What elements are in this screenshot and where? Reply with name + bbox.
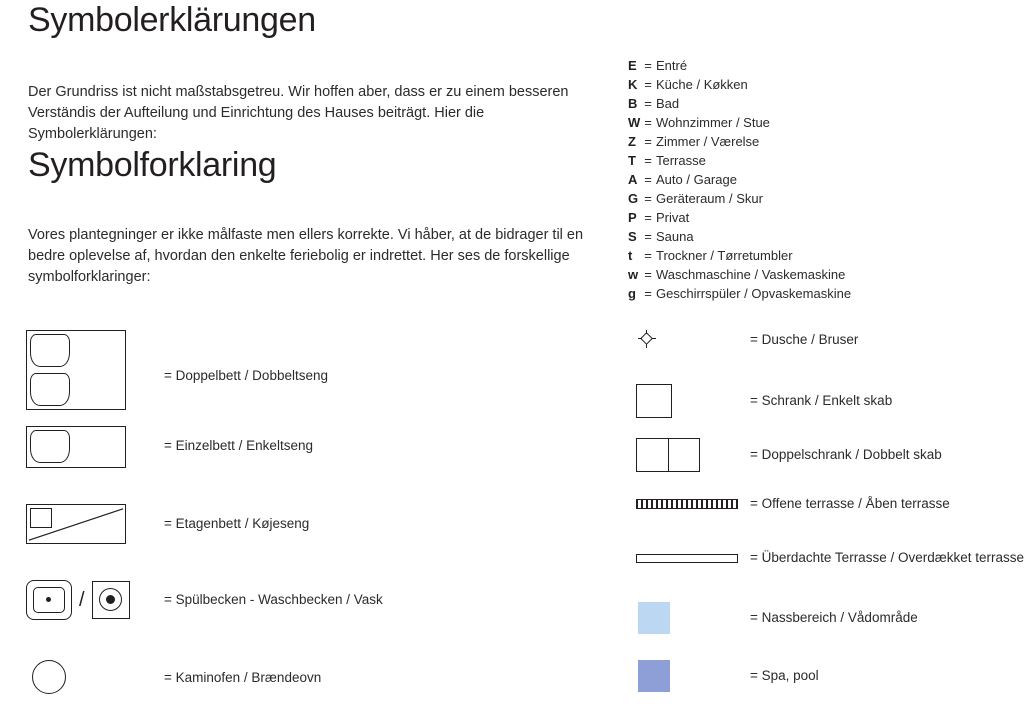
double-wardrobe-icon bbox=[636, 438, 700, 472]
legend-label: = Überdachte Terrasse / Overdækket terrasse bbox=[750, 550, 1024, 565]
legend-item-double-wardrobe bbox=[634, 430, 1024, 484]
left-column bbox=[28, 0, 588, 288]
wet-area-swatch bbox=[638, 602, 670, 634]
page-title-de: Symbolerklärungen bbox=[28, 1, 316, 39]
abbreviation-value: Terrasse bbox=[656, 153, 706, 168]
equals-sign: = bbox=[644, 210, 652, 225]
equals-sign: = bbox=[644, 172, 652, 187]
abbreviation-key: E bbox=[628, 58, 637, 73]
abbreviation-value: Privat bbox=[656, 210, 690, 225]
legend-item-bunk-bed bbox=[26, 490, 586, 568]
double-bed-icon bbox=[26, 330, 126, 410]
equals-sign: = bbox=[644, 191, 652, 206]
legend-item-spa-pool bbox=[634, 650, 1024, 708]
equals-sign: = bbox=[644, 77, 652, 92]
intro-paragraph-de: Der Grundriss ist nicht maßstabsgetreu. Wir hoffen aber, dass er zu einem besseren Verständis der Aufteilung und Einrichtung des Hauses beiträgt. Hier die Symbolerklärungen: bbox=[28, 84, 569, 142]
legend-label: = Nassbereich / Vådområde bbox=[750, 610, 918, 625]
legend-item-single-bed bbox=[26, 412, 586, 490]
abbreviation-list bbox=[628, 56, 1008, 303]
legend-label: = Kaminofen / Brændeovn bbox=[164, 670, 322, 685]
bunk-bed-icon bbox=[26, 504, 126, 544]
abbreviation-key: P bbox=[628, 210, 637, 225]
legend-item-double-bed bbox=[26, 330, 586, 412]
abbreviation-key: S bbox=[628, 229, 637, 244]
legend-item-covered-terrace bbox=[634, 538, 1024, 592]
legend-label: = Etagenbett / Køjeseng bbox=[164, 516, 310, 531]
equals-sign: = bbox=[644, 153, 652, 168]
abbreviation-value: Trockner / Tørretumbler bbox=[656, 248, 793, 263]
abbreviation-value: Waschmaschine / Vaskemaskine bbox=[656, 267, 846, 282]
abbreviation-row bbox=[628, 113, 1008, 132]
abbreviation-key: W bbox=[628, 115, 641, 130]
legend-label: = Offene terrasse / Åben terrasse bbox=[750, 496, 950, 511]
abbreviation-row bbox=[628, 284, 1008, 303]
legend-label: = Dusche / Bruser bbox=[750, 332, 859, 347]
abbreviation-key: A bbox=[628, 172, 638, 187]
equals-sign: = bbox=[644, 134, 652, 149]
legend-label: = Spa, pool bbox=[750, 668, 819, 683]
abbreviation-value: Bad bbox=[656, 96, 680, 111]
intro-paragraph-dk: Vores plantegninger er ikke målfaste men ellers korrekte. Vi håber, at de bidrager til en bedre oplevelse af, hvordan den enkelte feriebolig er indrettet. Her ses de forskellige symbolforklaringer: bbox=[28, 227, 584, 285]
abbreviation-row bbox=[628, 151, 1008, 170]
abbreviation-row bbox=[628, 265, 1008, 284]
legend-item-open-terrace bbox=[634, 484, 1024, 538]
legend-label: = Einzelbett / Enkeltseng bbox=[164, 438, 313, 453]
abbreviation-row bbox=[628, 208, 1008, 227]
single-wardrobe-icon bbox=[636, 384, 672, 418]
abbreviation-row bbox=[628, 170, 1008, 189]
abbreviation-value: Zimmer / Værelse bbox=[656, 134, 760, 149]
equals-sign: = bbox=[644, 248, 652, 263]
legend-label: = Doppelbett / Dobbeltseng bbox=[164, 368, 328, 383]
legend-item-single-wardrobe bbox=[634, 376, 1024, 430]
fireplace-stove-icon bbox=[32, 660, 66, 694]
abbreviation-key: Z bbox=[628, 134, 636, 149]
abbreviation-key: w bbox=[628, 267, 639, 282]
legend-label: = Doppelschrank / Dobbelt skab bbox=[750, 447, 942, 462]
equals-sign: = bbox=[644, 58, 652, 73]
right-symbol-list bbox=[634, 322, 1024, 708]
abbreviation-value: Geschirrspüler / Opvaskemaskine bbox=[656, 286, 852, 301]
equals-sign: = bbox=[644, 229, 652, 244]
abbreviation-key: T bbox=[628, 153, 636, 168]
equals-sign: = bbox=[644, 115, 652, 130]
equals-sign: = bbox=[644, 286, 652, 301]
abbreviation-key: G bbox=[628, 191, 639, 206]
abbreviation-row bbox=[628, 246, 1008, 265]
page-title-dk: Symbolforklaring bbox=[28, 146, 277, 184]
covered-terrace-icon bbox=[636, 554, 738, 563]
abbreviation-value: Entré bbox=[656, 58, 688, 73]
abbreviation-value: Geräteraum / Skur bbox=[656, 191, 763, 206]
abbreviation-key: K bbox=[628, 77, 638, 92]
abbreviation-row bbox=[628, 189, 1008, 208]
spa-pool-swatch bbox=[638, 660, 670, 692]
abbreviation-value: Wohnzimmer / Stue bbox=[656, 115, 770, 130]
left-symbol-list bbox=[26, 330, 586, 706]
abbreviation-key: t bbox=[628, 248, 633, 263]
abbreviation-value: Auto / Garage bbox=[656, 172, 737, 187]
abbreviation-value: Küche / Køkken bbox=[656, 77, 748, 92]
legend-label: = Spülbecken - Waschbecken / Vask bbox=[164, 592, 383, 607]
legend-item-sink bbox=[26, 568, 586, 646]
legend-item-stove bbox=[26, 646, 586, 706]
legend-label: = Schrank / Enkelt skab bbox=[750, 393, 893, 408]
abbreviation-row bbox=[628, 94, 1008, 113]
abbreviation-key: B bbox=[628, 96, 638, 111]
legend-item-shower bbox=[634, 322, 1024, 376]
abbreviation-row bbox=[628, 227, 1008, 246]
sink-washbasin-icon: / bbox=[26, 580, 130, 620]
abbreviation-value: Sauna bbox=[656, 229, 694, 244]
open-terrace-icon bbox=[636, 499, 738, 509]
abbreviation-row bbox=[628, 75, 1008, 94]
legend-item-wet-area bbox=[634, 592, 1024, 650]
equals-sign: = bbox=[644, 96, 652, 111]
abbreviation-key: g bbox=[628, 286, 636, 301]
single-bed-icon bbox=[26, 426, 126, 468]
equals-sign: = bbox=[644, 267, 652, 282]
shower-icon bbox=[638, 330, 656, 348]
abbreviation-row bbox=[628, 56, 1008, 75]
abbreviation-row bbox=[628, 132, 1008, 151]
